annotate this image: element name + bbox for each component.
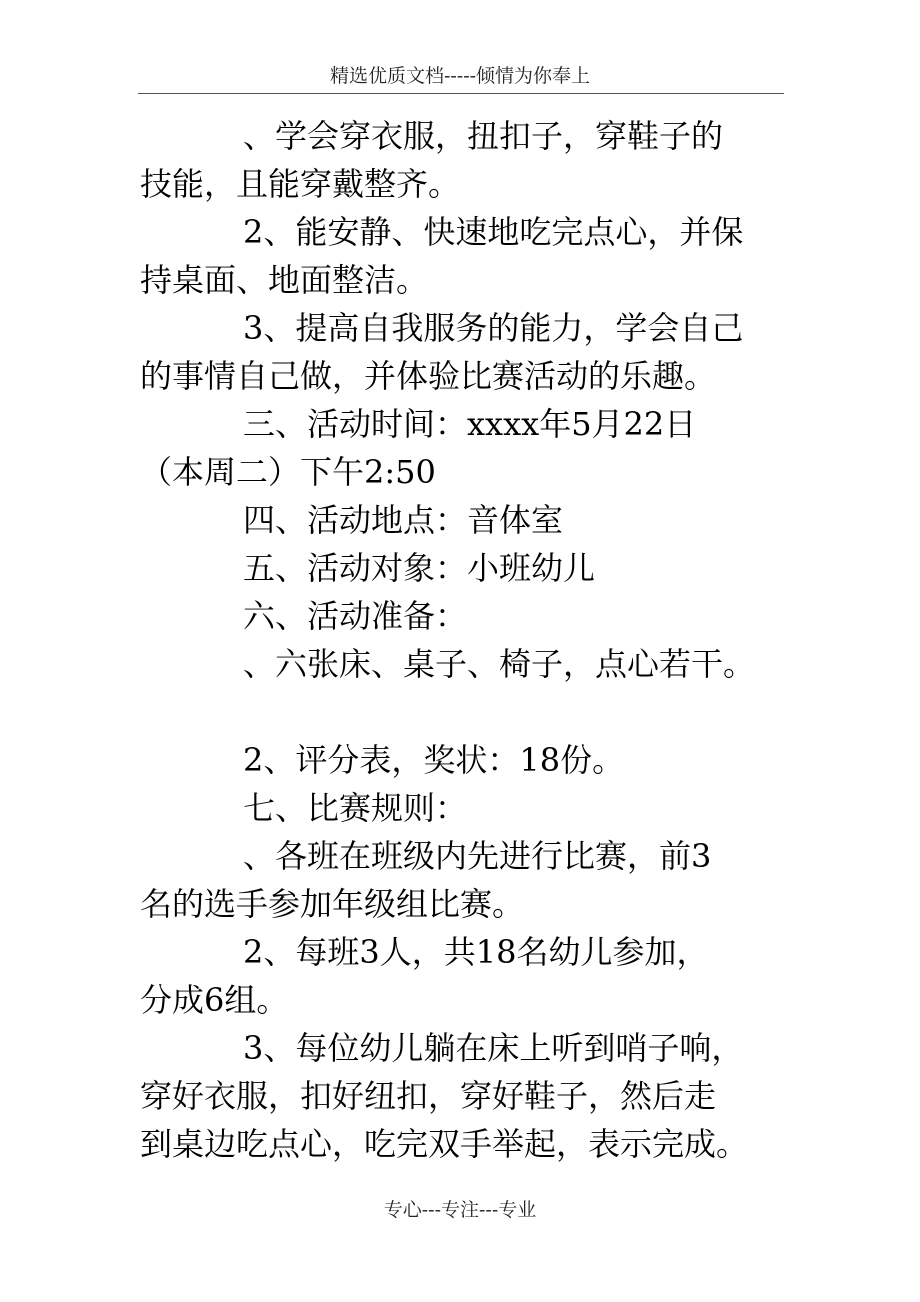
paragraph-line: 、学会穿衣服，扭扣子，穿鞋子的 [243,117,724,155]
paragraph-line: 分成6组。 [140,981,289,1019]
page-header: 精选优质文档-----倾情为你奉上 [329,65,591,87]
header-divider [138,93,784,94]
paragraph-line: 、六张床、桌子、椅子，点心若干。 [243,645,756,683]
paragraph-line: 穿好衣服，扣好纽扣，穿好鞋子，然后走 [140,1077,717,1115]
blank-line [140,688,780,736]
paragraph-line: 2、每班3人，共18名幼儿参加， [243,933,709,971]
section-heading-location: 四、活动地点：音体室 [243,501,564,539]
paragraph-line: 到桌边吃点心，吃完双手举起，表示完成。 [140,1125,749,1163]
paragraph-line: 的事情自己做，并体验比赛活动的乐趣。 [140,357,717,395]
paragraph-line: 3、提高自我服务的能力，学会自己 [243,309,744,347]
paragraph-line: 2、能安静、快速地吃完点心，并保 [243,213,744,251]
paragraph-line: 3、每位幼儿躺在床上听到哨子响， [243,1029,744,1067]
section-heading-audience: 五、活动对象：小班幼儿 [243,549,596,587]
section-heading-rules: 七、比赛规则： [243,789,468,827]
paragraph-line: 2、评分表，奖状：18份。 [243,741,625,779]
paragraph-line: 、各班在班级内先进行比赛，前3 [243,837,712,875]
paragraph-line: （本周二）下午2:50 [140,453,436,491]
document-body [140,112,780,1168]
paragraph-line: 技能，且能穿戴整齐。 [140,165,461,203]
section-heading-preparation: 六、活动准备： [243,597,468,635]
paragraph-line: 持桌面、地面整洁。 [140,261,429,299]
section-heading-time: 三、活动时间：xxxx年5月22日 [243,405,697,443]
paragraph-line: 名的选手参加年级组比赛。 [140,885,525,923]
page-footer: 专心---专注---专业 [383,1199,537,1221]
